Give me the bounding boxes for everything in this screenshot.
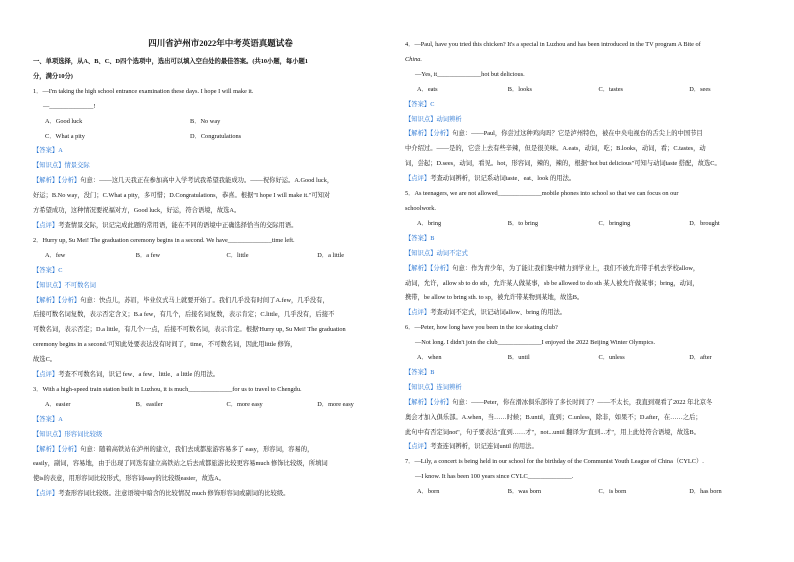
label-tag: 【点评】 xyxy=(33,490,59,498)
text-line: 2．Hurry up, Su Mei! The graduation ceremony begins in a second. We have______________time left. xyxy=(33,236,295,244)
label-tag: 【点评】 xyxy=(33,221,59,229)
answer-option: B．looks xyxy=(507,85,532,93)
answer-tag: 【答案】A xyxy=(33,147,63,155)
section-heading: 一、单项选择，从A、B、C、D四个选项中，选出可以填入空白处的最佳答案。(共10小题，每小题1 xyxy=(33,58,308,65)
answer-option: A．few xyxy=(45,251,66,259)
text-line xyxy=(33,443,408,458)
answer-option: B．easiler xyxy=(135,400,163,408)
label-tag: 【解析】【分析】 xyxy=(405,398,453,406)
answer-option: A．Good luck xyxy=(45,117,83,125)
text-line xyxy=(405,306,780,321)
text-line: 方希望成功，这种情况要祝福对方，Good luck，好运，符合语境，故选A。 xyxy=(33,207,241,215)
text-line: 1．—I'm taking the high school entrance examination these days. I hope I will make it. xyxy=(33,87,254,95)
answer-tag: 【知识点】情景交际 xyxy=(33,162,90,170)
label-tag: 【点评】 xyxy=(405,309,431,317)
text-line: 5．As teenagers, we are not allowed______________mobile phones into school so that we can focus on our xyxy=(405,190,679,198)
answer-option: D．after xyxy=(689,354,712,362)
answer-tag: 【答案】A xyxy=(33,415,63,423)
answer-tag: 【答案】C xyxy=(33,266,63,274)
answer-option: D．Congratulations xyxy=(190,132,242,140)
answer-option: C．little xyxy=(226,251,249,259)
text-line: easily，副词，容易地，由于出现了同迭有建立高铁站之后去成都旅游比较更容易much 修饰比较级，所填词 xyxy=(33,460,328,468)
label-text: 句意：——Peter，你在滑冰俱乐部待了多长时间了？——不太长，我直到观看了2022 年北京冬 xyxy=(452,398,713,406)
answer-options xyxy=(405,217,780,232)
answer-option: A．eats xyxy=(417,85,438,93)
answer-options xyxy=(33,130,408,145)
text-line: 6．—Peter, how long have you been in the ice skating club? xyxy=(405,324,558,332)
label-text: 考查形容词比较级。注意语境中暗含的比较情况 much 修饰形容词或副词的比较级。 xyxy=(58,490,290,498)
answer-option: B．was born xyxy=(507,488,542,496)
text-line: 好运；B.No way，没门；C.What a pity，多可惜；D.Congratulations，恭喜。根据"I hope I will make it."可知对 xyxy=(33,192,331,200)
answer-option: D．sees xyxy=(689,85,711,93)
label-tag: 【解析】【分析】 xyxy=(405,130,453,138)
answer-tag: 【答案】B xyxy=(405,368,435,376)
text-line: 可数名词，表示否定；D.a little，有几个/一点，后接不可数名词，表示肯定。根据'Hurry up, Su Mei! The graduation xyxy=(33,326,346,334)
text-line: —I know. It has been 100 years since CYLC______________. xyxy=(415,473,574,481)
answer-option: C．more easy xyxy=(226,400,263,408)
answer-tag: 【知识点】连词辨析 xyxy=(405,383,462,391)
section-heading: 分，满分10分) xyxy=(33,72,73,80)
answer-options xyxy=(33,115,408,130)
answer-option: B．a few xyxy=(135,251,161,259)
answer-tag: 【答案】C xyxy=(405,100,435,108)
answer-tag: 【答案】B xyxy=(405,234,435,242)
label-text: 句意：作为青少年，为了能让我们集中精力到学业上，我们不被允许带手机去学校allow， xyxy=(452,264,700,272)
answer-tag: 【知识点】形容词比较级 xyxy=(33,430,103,438)
answer-option: C．is born xyxy=(598,488,627,496)
label-text: 句意：——这几天我正在参加高中入学考试我希望我能成功。——祝你好运。A.Good luck， xyxy=(80,177,334,185)
page-title: 四川省泸州市2022年中考英语真题试卷 xyxy=(148,38,293,48)
text-line: 奥会才加入俱乐部。A.when，当……时候；B.until，直到；C.unless，除非，如果不；D.after，在……之后； xyxy=(405,413,702,421)
label-text: 考查不可数名词，识记 few、a few、little、a little 的用法。 xyxy=(58,371,220,379)
text-line: 使is的表意，用形容词比较形式，形容词easy的比较级easier，故选A。 xyxy=(33,475,226,483)
text-line: 故选C。 xyxy=(33,356,57,364)
answer-option: A．born xyxy=(417,488,440,496)
label-text: 考查动词辨析，识记系动词taste、eat、look 的用法。 xyxy=(430,175,576,183)
label-tag: 【解析】【分析】 xyxy=(405,264,453,272)
label-text: 句意：——Paul，你尝过这种鸡肉吗？它是泸州特色，被在中央电视台的舌尖上的中国节目 xyxy=(452,130,703,138)
answer-option: A．when xyxy=(417,354,442,362)
text-line xyxy=(405,262,780,277)
answer-options xyxy=(405,351,780,366)
text-line: 词，尝起；D.sees，动词，看见。hot，形容词，辣的，辣的，根据"hot but delicious"可知与动词taste 搭配，故选C。 xyxy=(405,160,721,168)
text-line xyxy=(33,174,408,189)
text-line: 后接可数名词复数，表示否定含义；B.a few，有几个，后接名词复数，表示肯定；C.little，几乎没有，后接不 xyxy=(33,311,335,319)
text-line: 4．—Paul, have you tried this chicken? It's a special in Luzhou and has been introduced in the TV program A Bite of xyxy=(405,41,701,48)
text-line: 7．—Lily, a concert is being held in our school for the birthday of the Communist Youth League of China（CYLC）. xyxy=(405,458,704,466)
left-column-body xyxy=(33,55,408,502)
label-tag: 【解析】【分析】 xyxy=(33,177,81,185)
answer-options xyxy=(33,398,408,413)
right-column xyxy=(405,38,780,500)
answer-options xyxy=(33,249,408,264)
text-line: schoolwork. xyxy=(405,204,436,212)
text-line: 3．With a high-speed train station built in Luzhou, it is much______________for us to travel to Chengdu. xyxy=(33,385,302,393)
label-text: 考查连词辨析，识记连词until 的用法。 xyxy=(430,443,538,451)
answer-options xyxy=(405,83,780,98)
label-tag: 【点评】 xyxy=(405,175,431,183)
answer-option: C．tastes xyxy=(598,85,623,93)
text-line xyxy=(405,440,780,455)
answer-option: C．bringing xyxy=(598,219,631,227)
left-column xyxy=(33,0,408,502)
answer-tag: 【知识点】不可数名词 xyxy=(33,281,96,289)
text-line: 此句中有否定词not"，句子要表达"直到……才"，not...until 翻译为"直到...才"，用上此处符合语境，故选B。 xyxy=(405,428,700,436)
answer-option: B．until xyxy=(507,354,530,362)
answer-options xyxy=(405,485,780,500)
answer-tag: 【知识点】动词不定式 xyxy=(405,249,468,257)
text-line: —______________! xyxy=(43,102,96,110)
text-line: —Yes, it______________hot but delicious. xyxy=(415,70,525,78)
label-text: 句意：快点儿，苏眉，毕业仪式马上就要开始了。我们几乎没有时间了A.few，几乎没有， xyxy=(80,296,329,304)
answer-option: B．No way xyxy=(190,117,221,125)
text-line xyxy=(33,368,408,383)
text-line: 动词，允许，allow sb to do sth，允许某人做某事，sb be allowed to do sth 某人被允许做某事；bring，动词， xyxy=(405,279,699,287)
text-line: 中介绍过。——是的，它尝上去有些辛辣，但是很美味。A.eats，动词，吃；B.looks，动词，看；C.tastes，动 xyxy=(405,145,706,153)
answer-option: C．unless xyxy=(598,354,625,362)
label-text: 句意：随着高铁站在泸州的建立，我们去成都旅游容易多了 easy，形容词，容易的， xyxy=(80,445,314,453)
text-line: 携带，be allow to bring sth. to sp，被允许带某物到某地，故选B。 xyxy=(405,294,584,302)
label-text: 考查情景交际，识记完成此题的常用语，能在不同的语境中正确选择恰当的交际用语。 xyxy=(58,221,298,229)
text-line: —Not long. I didn't join the club______________I enjoyed the 2022 Beijing Winter Olympics. xyxy=(415,339,656,347)
label-text: 考查动词不定式，识记动词allow、bring 的用法。 xyxy=(430,309,567,317)
label-tag: 【点评】 xyxy=(405,443,431,451)
text-line xyxy=(405,127,780,142)
text-line: China. xyxy=(405,55,422,63)
text-line xyxy=(33,219,408,234)
answer-option: A．bring xyxy=(417,219,442,227)
answer-option: D．has born xyxy=(689,488,722,496)
answer-option: B．to bring xyxy=(507,219,539,227)
text-line xyxy=(33,487,408,502)
label-tag: 【解析】【分析】 xyxy=(33,296,81,304)
answer-option: D．more easy xyxy=(317,400,354,408)
label-tag: 【解析】【分析】 xyxy=(33,445,81,453)
answer-option: C．What a pity xyxy=(45,132,85,140)
text-line xyxy=(405,172,780,187)
text-line xyxy=(33,294,408,309)
right-column-body xyxy=(405,38,780,500)
answer-option: D．a little xyxy=(317,251,345,259)
label-tag: 【点评】 xyxy=(33,371,59,379)
text-line: ceremony begins in a second.'可知此处要表达没有时间了，time，不可数名词，因此用little 修饰， xyxy=(33,341,297,349)
answer-option: D．brought xyxy=(689,219,720,227)
answer-tag: 【知识点】动词辨析 xyxy=(405,115,462,123)
answer-option: A．easier xyxy=(45,400,71,408)
text-line xyxy=(405,396,780,411)
